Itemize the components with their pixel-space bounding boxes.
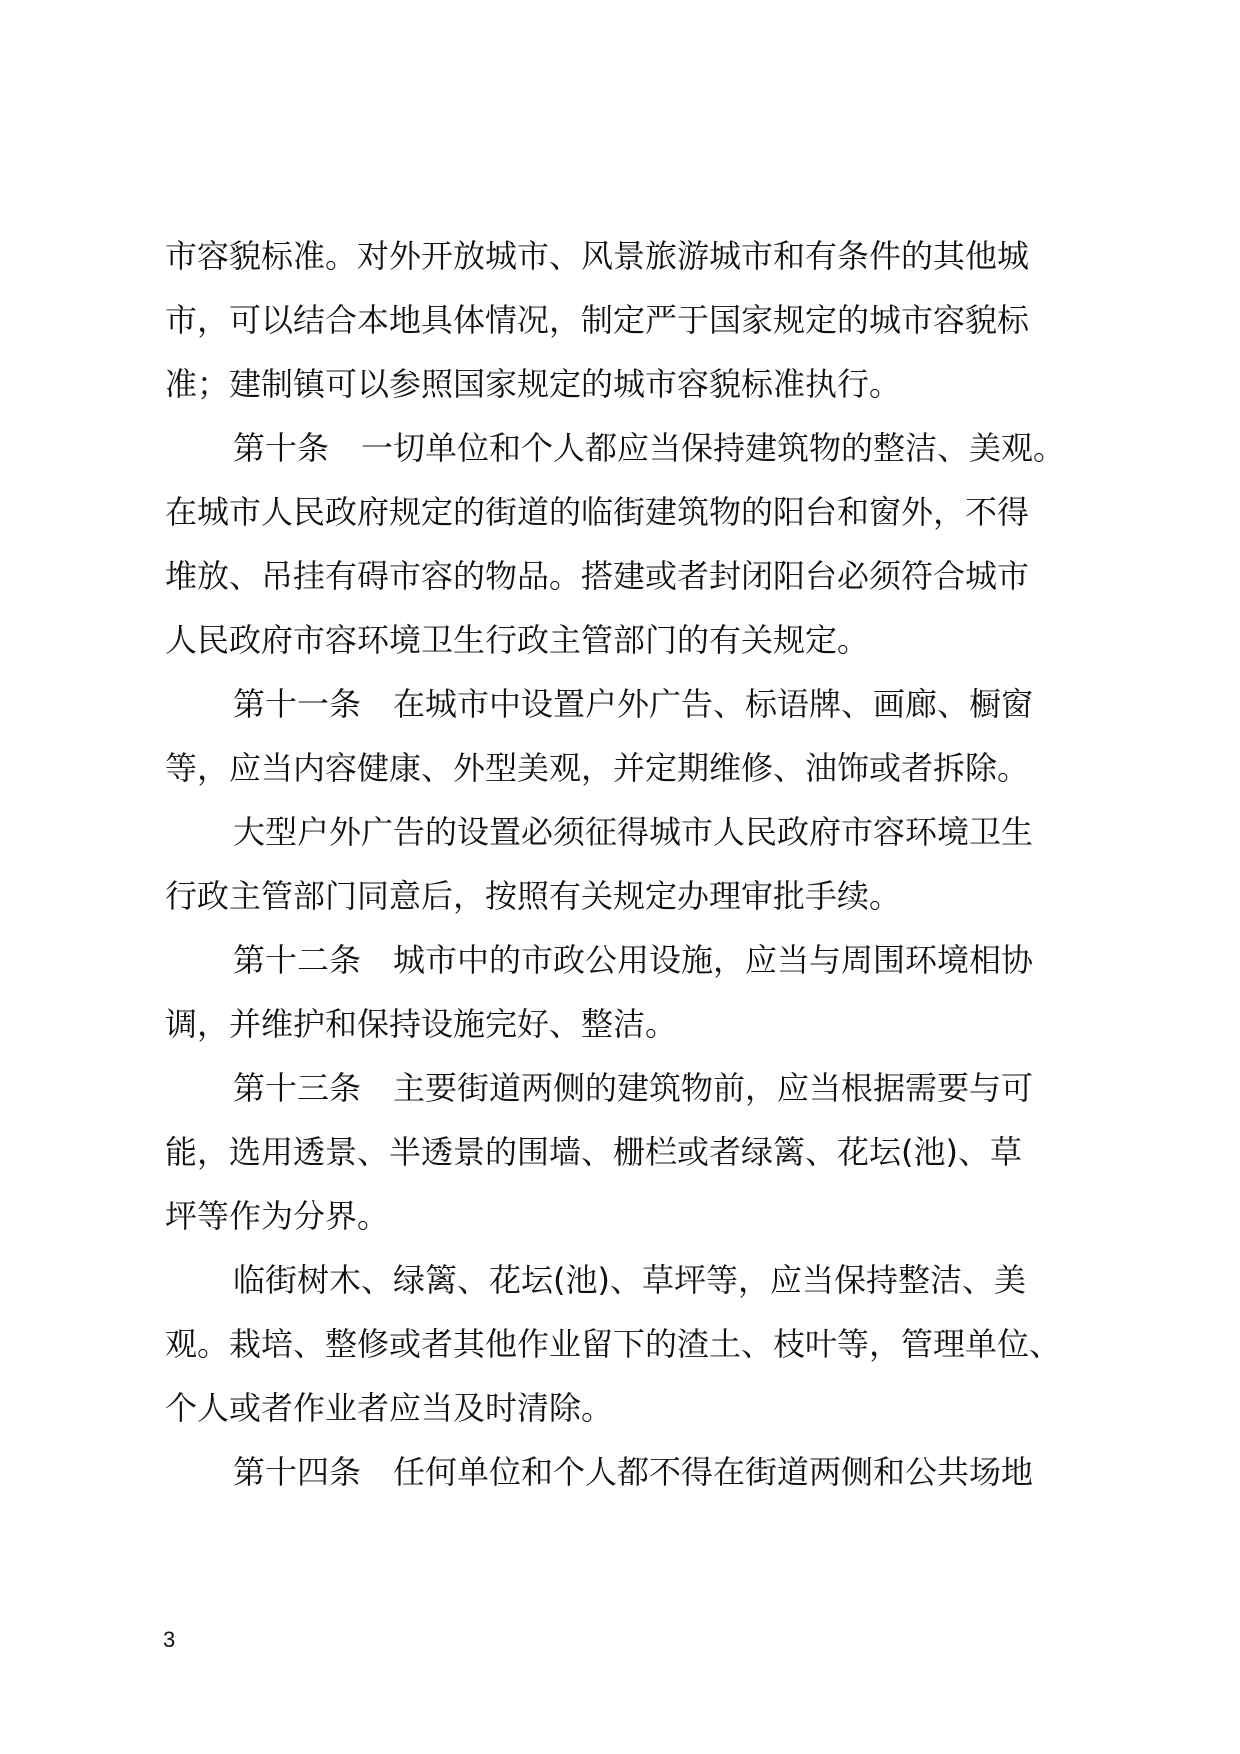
text-line: 坪等作为分界。 (165, 1197, 390, 1235)
text-line: 等，应当内容健康、外型美观，并定期维修、油饰或者拆除。 (165, 749, 1030, 787)
article-10-line: 第十条 一切单位和个人都应当保持建筑物的整洁、美观。 (233, 429, 1066, 467)
text-line: 观。栽培、整修或者其他作业留下的渣土、枝叶等，管理单位、 (165, 1325, 1062, 1363)
article-12-line: 第十二条 城市中的市政公用设施，应当与周围环境相协 (233, 941, 1034, 979)
text-line: 堆放、吊挂有碍市容的物品。搭建或者封闭阳台必须符合城市 (165, 557, 1030, 595)
text-line: 在城市人民政府规定的街道的临街建筑物的阳台和窗外，不得 (165, 493, 1030, 531)
text-line: 能，选用透景、半透景的围墙、栅栏或者绿篱、花坛(池)、草 (165, 1133, 1022, 1171)
page-number: 3 (163, 1627, 176, 1652)
article-13-line: 第十三条 主要街道两侧的建筑物前，应当根据需要与可 (233, 1069, 1034, 1107)
paragraph-start-line: 大型户外广告的设置必须征得城市人民政府市容环境卫生 (233, 813, 1034, 851)
document-body (165, 237, 1085, 1520)
text-line: 市，可以结合本地具体情况，制定严于国家规定的城市容貌标 (165, 301, 1030, 339)
text-line: 人民政府市容环境卫生行政主管部门的有关规定。 (165, 621, 870, 659)
text-line: 市容貌标准。对外开放城市、风景旅游城市和有条件的其他城 (165, 237, 1030, 275)
paragraph-start-line: 临街树木、绿篱、花坛(池)、草坪等，应当保持整洁、美 (233, 1261, 1026, 1299)
article-14-line: 第十四条 任何单位和个人都不得在街道两侧和公共场地 (233, 1453, 1034, 1491)
text-line: 个人或者作业者应当及时清除。 (165, 1389, 614, 1427)
text-line: 准；建制镇可以参照国家规定的城市容貌标准执行。 (165, 365, 902, 403)
text-line: 行政主管部门同意后，按照有关规定办理审批手续。 (165, 877, 902, 915)
text-line: 调，并维护和保持设施完好、整洁。 (165, 1005, 678, 1043)
article-11-line: 第十一条 在城市中设置户外广告、标语牌、画廊、橱窗 (233, 685, 1034, 723)
